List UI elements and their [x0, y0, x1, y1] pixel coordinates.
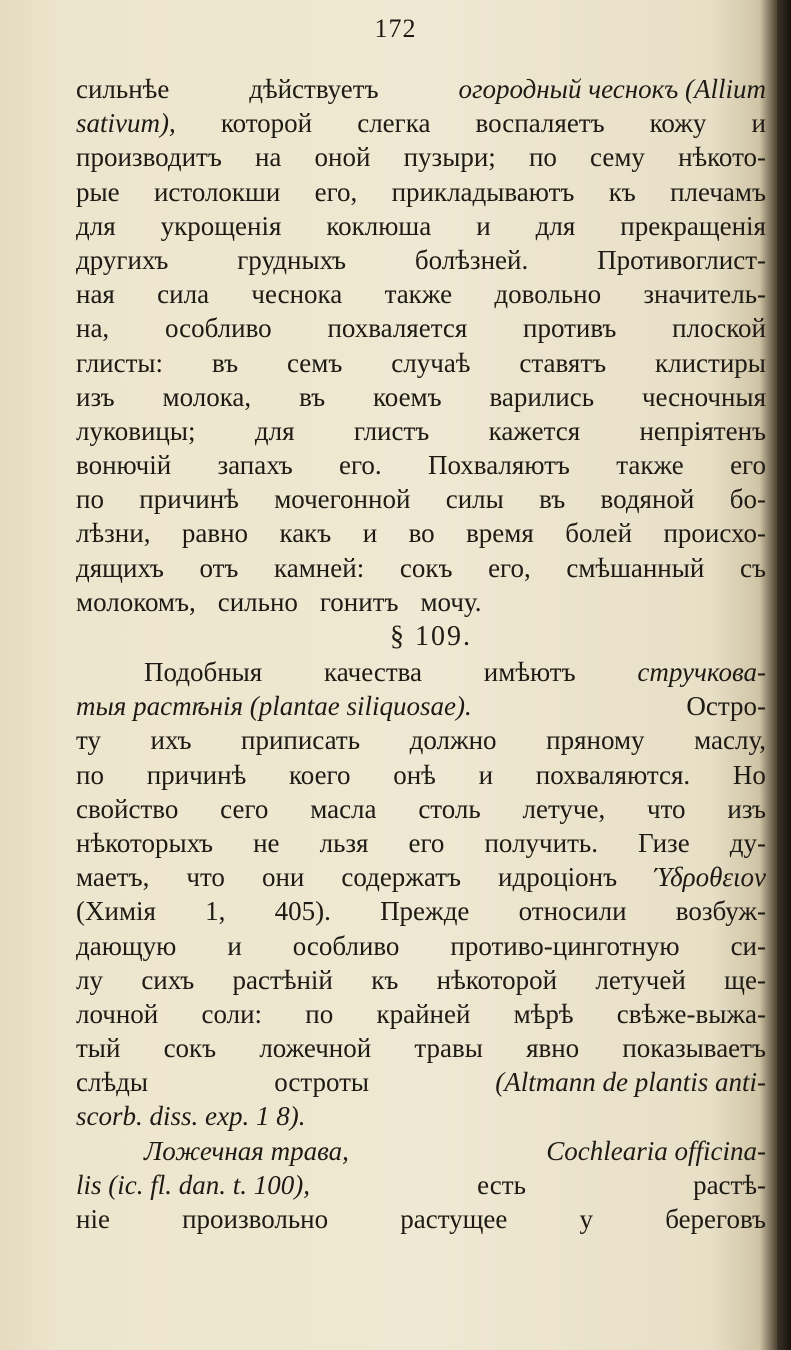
word: мочегонной: [274, 484, 411, 515]
word: луковицы;: [76, 415, 196, 446]
word: ду-: [729, 827, 766, 858]
text-line: [76, 1134, 766, 1168]
word: идроціонъ: [498, 862, 618, 893]
text-line: [76, 1065, 766, 1099]
word: sativum),: [76, 108, 176, 139]
word: плечамъ: [670, 176, 766, 207]
word: и: [227, 930, 242, 961]
word: остроты: [274, 1067, 370, 1098]
word: масла: [310, 793, 377, 824]
word: имѣютъ: [483, 657, 576, 687]
word: ихъ: [150, 725, 192, 756]
word: варились: [489, 381, 595, 412]
word: стручкова-: [637, 657, 766, 687]
section-heading: § 109.: [390, 621, 472, 652]
word: его,: [314, 176, 358, 207]
word: Противоглист-: [597, 244, 766, 275]
word: съ: [739, 552, 766, 583]
word: Подобныя: [144, 657, 263, 687]
word: растѣній: [232, 964, 333, 995]
word: для: [254, 415, 295, 446]
word: есть: [477, 1169, 526, 1200]
word: scorb. diss. exp. 1 8).: [76, 1101, 306, 1132]
word: сему: [590, 142, 645, 173]
word: Остро-: [686, 691, 766, 722]
word: льзя: [319, 827, 369, 858]
text-line: [76, 209, 766, 243]
word: и: [476, 210, 491, 241]
word: коемъ: [373, 381, 442, 412]
word: которой: [220, 108, 313, 139]
word: водяной: [600, 484, 695, 515]
word: рые: [76, 176, 120, 207]
word: молока,: [162, 381, 252, 412]
word: крайней: [376, 998, 471, 1029]
word: относили: [518, 896, 627, 927]
word: Но: [732, 759, 766, 790]
word: они: [261, 862, 305, 893]
word: укрощенія: [160, 210, 282, 241]
text-block: [76, 72, 766, 1236]
word: нѣкото-: [678, 142, 766, 173]
word: довольно: [494, 279, 602, 310]
word: что: [186, 862, 225, 893]
word: онѣ: [393, 759, 436, 790]
word: лочной: [76, 998, 159, 1029]
word: непріятенъ: [639, 415, 766, 446]
word: летуче,: [522, 793, 606, 824]
page-number: 172: [374, 14, 417, 43]
word: явно: [526, 1033, 580, 1064]
word: по: [305, 998, 334, 1029]
word: похваляется: [327, 313, 468, 344]
text-line: [76, 448, 766, 482]
word: ставятъ: [519, 347, 607, 378]
text-line: [76, 140, 766, 174]
word: чесночныя: [641, 381, 766, 412]
word: приписать: [241, 725, 361, 756]
word: и: [751, 108, 766, 139]
text-line: [76, 655, 766, 689]
text-line: [76, 689, 766, 723]
word: его: [730, 450, 766, 481]
word: на,: [76, 313, 110, 344]
word: дящихъ: [76, 552, 164, 583]
word: глисты:: [76, 347, 164, 378]
word: lis (ic. fl. dan. t. 100),: [76, 1169, 310, 1200]
word: къ: [371, 964, 399, 995]
text-line: [76, 72, 766, 106]
word: (Химія: [76, 896, 156, 927]
word: Cochlearia officina-: [546, 1135, 766, 1166]
word: летучей: [595, 964, 686, 995]
word: Гизе: [638, 827, 690, 858]
word: свѣже-выжа-: [616, 998, 766, 1029]
word: Ύδροθειον: [654, 862, 766, 893]
word: особливо: [292, 930, 400, 961]
word: грудныхъ: [237, 244, 347, 275]
word: клистиры: [655, 347, 766, 378]
word: маслу,: [694, 725, 766, 756]
word: также: [384, 279, 453, 310]
word: значитель-: [643, 279, 766, 310]
word: сихъ: [141, 964, 195, 995]
word: травы: [414, 1033, 483, 1064]
word: и: [478, 759, 494, 790]
word: 405).: [274, 896, 331, 927]
text-line: [76, 792, 766, 826]
word: въ: [212, 347, 239, 378]
paragraph-after-section: [76, 655, 766, 1236]
word: ная: [76, 279, 115, 310]
word: камней:: [274, 552, 365, 583]
word: на: [254, 142, 282, 173]
word: маетъ,: [76, 862, 150, 893]
word: для: [535, 210, 576, 241]
word: запахъ: [217, 450, 293, 481]
word: отъ: [199, 552, 239, 583]
word: чеснока: [251, 279, 343, 310]
word: сего: [220, 793, 269, 824]
word: растѣ-: [693, 1169, 766, 1200]
word: мочу.: [420, 586, 482, 617]
word: время: [466, 518, 534, 549]
word: въ: [299, 381, 326, 412]
text-line: [76, 551, 766, 585]
word: противо-цинготную: [450, 930, 680, 961]
word: равно: [181, 518, 249, 549]
word: слегка: [357, 108, 431, 139]
word: по: [76, 484, 104, 515]
word: сильно: [217, 586, 298, 617]
word: произвольно: [182, 1204, 329, 1234]
word: къ: [608, 176, 636, 207]
text-line: [76, 826, 766, 860]
word: береговъ: [665, 1204, 766, 1234]
text-line: [76, 414, 766, 448]
word: ложечной: [259, 1033, 372, 1064]
word: какъ: [279, 518, 332, 549]
word: причинѣ: [139, 484, 239, 515]
word: нѣкоторыхъ: [76, 827, 214, 858]
word: Похваляютъ: [427, 450, 570, 481]
word: противъ: [523, 313, 617, 344]
word: похваляются.: [535, 759, 691, 790]
word: истолокши: [153, 176, 281, 207]
word: коего: [289, 759, 351, 790]
word: болей: [565, 518, 633, 549]
word: плоской: [672, 313, 766, 344]
word: что: [647, 793, 686, 824]
word: и: [362, 518, 378, 549]
word: получить.: [484, 827, 598, 858]
text-line: [76, 860, 766, 894]
text-line: [76, 894, 766, 928]
text-line: [76, 1168, 766, 1202]
word: свойство: [76, 793, 179, 824]
word: прекращенія: [620, 210, 766, 241]
word: возбуж-: [675, 896, 766, 927]
word: смѣшанный: [566, 552, 705, 583]
word: у: [579, 1204, 594, 1234]
word: особливо: [164, 313, 272, 344]
text-line: [76, 1099, 766, 1133]
word: качества: [324, 657, 423, 687]
word: силы: [445, 484, 504, 515]
text-line: [76, 106, 766, 140]
word: лу: [76, 964, 103, 995]
word: столь: [418, 793, 481, 824]
word: огородный чеснокъ (Allium: [458, 74, 766, 104]
word: семъ: [286, 347, 343, 378]
word: пузыри;: [403, 142, 496, 173]
word: сильнѣе: [76, 74, 170, 104]
word: должно: [409, 725, 497, 756]
word: по: [76, 759, 104, 790]
word: тый: [76, 1033, 121, 1064]
word: воспаляетъ: [475, 108, 605, 139]
word: ту: [76, 725, 101, 756]
text-line: [76, 175, 766, 209]
word: по: [528, 142, 557, 173]
word: дающую: [76, 930, 177, 961]
word: оной: [314, 142, 371, 173]
word: кажется: [488, 415, 581, 446]
word: изъ: [76, 381, 115, 412]
text-line: [76, 963, 766, 997]
word: нѣкоторой: [436, 964, 558, 995]
word: бо-: [729, 484, 766, 515]
word: его: [408, 827, 445, 858]
text-line: [76, 346, 766, 380]
word: мѣрѣ: [513, 998, 574, 1029]
word: во: [408, 518, 435, 549]
text-line: [76, 758, 766, 792]
word: тыя растѣнія (plantae siliquosae).: [76, 691, 472, 722]
text-line: [76, 723, 766, 757]
paragraph-before-section: [76, 72, 766, 619]
word: причинѣ: [146, 759, 247, 790]
word: показываетъ: [622, 1033, 766, 1064]
word: происхо-: [663, 518, 766, 549]
word: коклюша: [326, 210, 432, 241]
word: 1,: [205, 896, 226, 927]
word: вонючій: [76, 450, 172, 481]
word: сокъ: [399, 552, 453, 583]
word: изъ: [727, 793, 766, 824]
word: слѣды: [76, 1067, 148, 1098]
text-line: [76, 516, 766, 550]
word: его.: [339, 450, 382, 481]
text-line: [76, 997, 766, 1031]
word: глистъ: [353, 415, 430, 446]
word: Ложечная трава,: [144, 1135, 349, 1166]
word: въ: [539, 484, 566, 515]
word: ще-: [724, 964, 766, 995]
text-line: [76, 929, 766, 963]
word: также: [616, 450, 684, 481]
text-line: [76, 277, 766, 311]
word: случаѣ: [391, 347, 471, 378]
word: лѣзни,: [76, 518, 151, 549]
text-line: [76, 1031, 766, 1065]
text-line: [76, 482, 766, 516]
word: гонитъ: [319, 586, 399, 617]
word: прикладываютъ: [391, 176, 575, 207]
word: растущее: [400, 1204, 508, 1234]
word: не: [253, 827, 280, 858]
book-spine-shadow: [777, 0, 791, 1350]
text-line: [76, 1202, 766, 1236]
word: его,: [488, 552, 531, 583]
text-line: [76, 380, 766, 414]
text-line: [76, 585, 766, 619]
text-line: [76, 243, 766, 277]
word: ніе: [76, 1204, 110, 1234]
word: содержатъ: [341, 862, 462, 893]
word: пряному: [546, 725, 645, 756]
word: болѣзней.: [414, 244, 529, 275]
word: Прежде: [380, 896, 470, 927]
word: производитъ: [76, 142, 222, 173]
word: другихъ: [76, 244, 169, 275]
word: молокомъ,: [76, 586, 196, 617]
word: кожу: [649, 108, 707, 139]
word: соли:: [201, 998, 263, 1029]
word: (Altmann de plantis anti-: [495, 1067, 766, 1098]
word: сокъ: [163, 1033, 217, 1064]
text-line: [76, 311, 766, 345]
word: для: [76, 210, 116, 241]
word: сила: [157, 279, 210, 310]
word: си-: [730, 930, 766, 961]
word: дѣйствуетъ: [249, 74, 379, 104]
